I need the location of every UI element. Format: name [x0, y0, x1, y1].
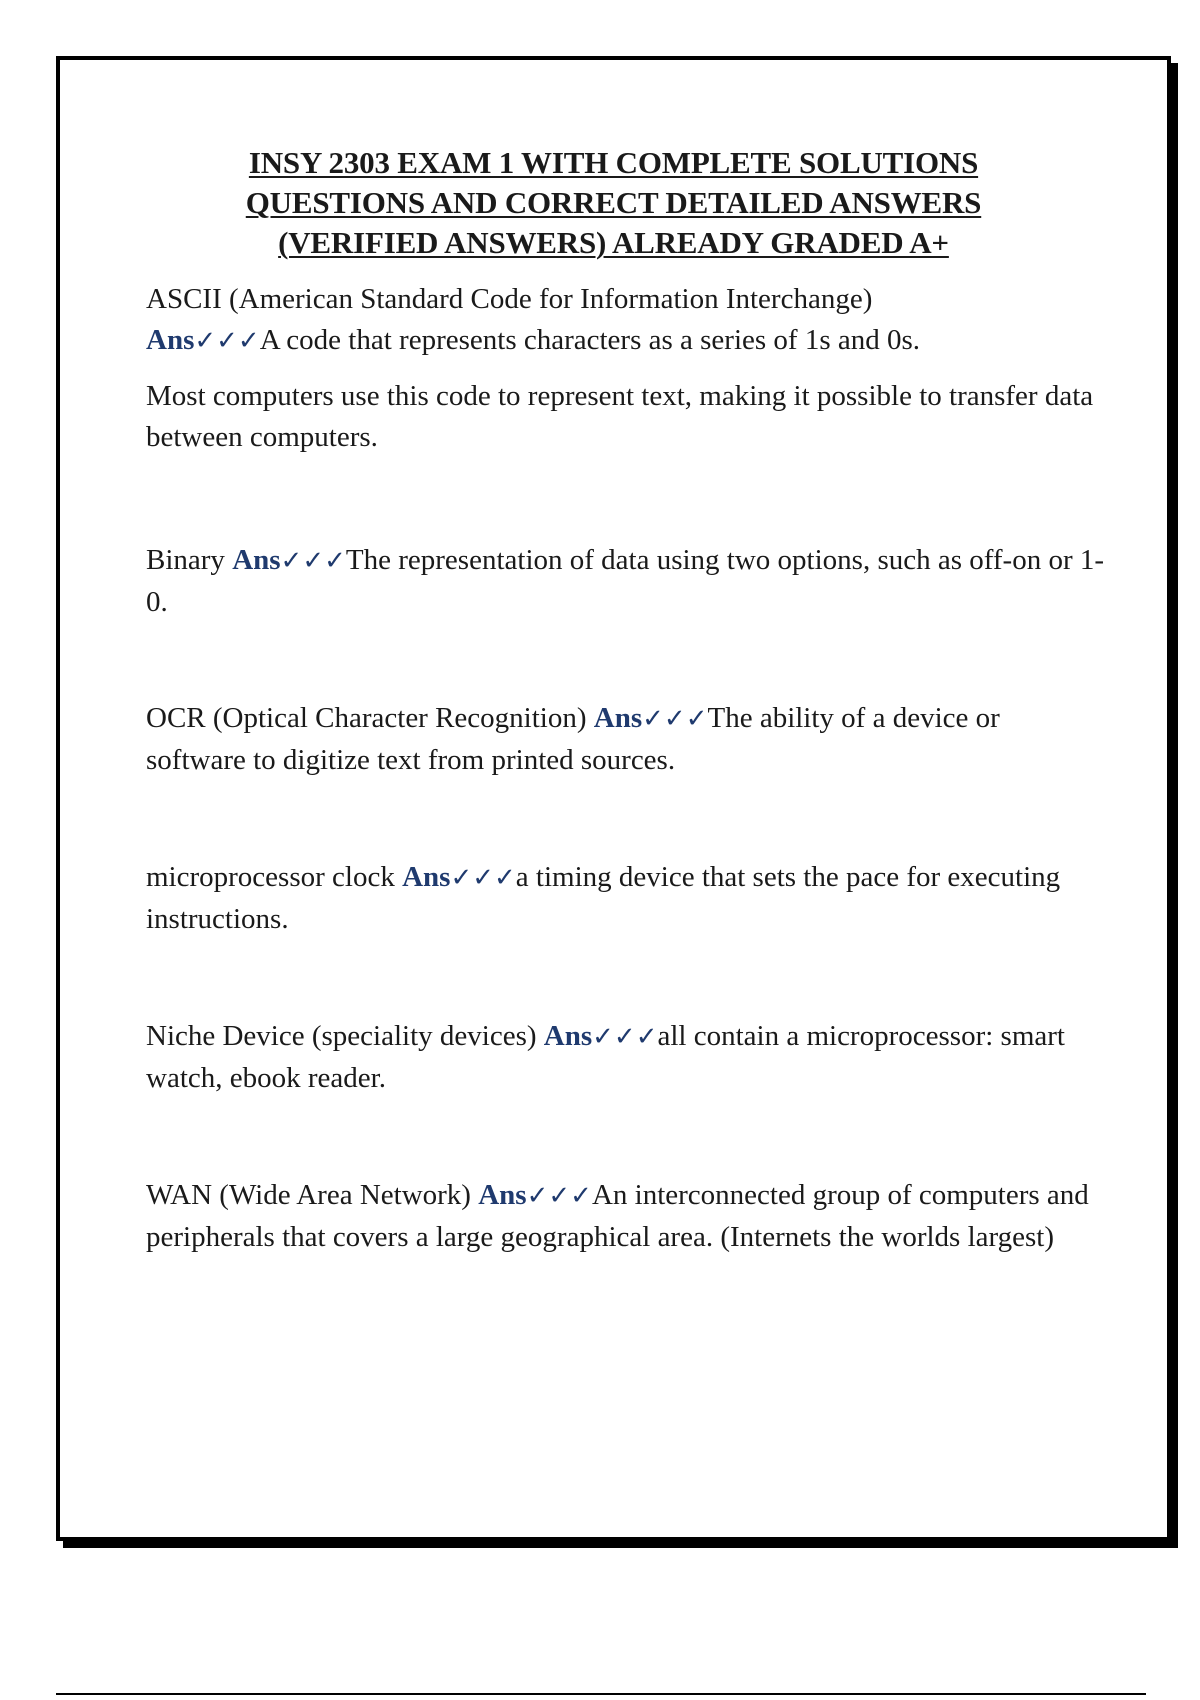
- entry-definition: An interconnected group of computers and peripherals that covers a large geographical area. (Internets the worlds largest): [146, 1179, 1089, 1253]
- entry-term: Niche Device (speciality devices): [146, 1020, 537, 1052]
- entry-first-paragraph: [146, 279, 1106, 362]
- answer-label: Ans: [543, 1020, 593, 1052]
- checkmark-icon: ✓✓✓: [642, 704, 708, 734]
- checkmark-icon: ✓✓✓: [280, 546, 346, 576]
- entry-term: Binary: [146, 544, 225, 576]
- entry-niche-device: [146, 1016, 1106, 1099]
- answer-label: Ans: [402, 861, 451, 893]
- title-line-3: (VERIFIED ANSWERS) ALREADY GRADED A+: [278, 225, 949, 260]
- entry-definition: A code that represents characters as a series of 1s and 0s.: [259, 324, 921, 356]
- entry-extra-paragraph: Most computers use this code to represent text, making it possible to transfer data between computers.: [146, 380, 1094, 453]
- checkmark-icon: ✓✓✓: [526, 1181, 592, 1211]
- entry-definition: all contain a microprocessor: smart watch, ebook reader.: [146, 1020, 1065, 1094]
- entry-binary: [146, 540, 1106, 623]
- entry-term: OCR (Optical Character Recognition): [146, 702, 587, 734]
- answer-label: Ans: [146, 324, 195, 356]
- checkmark-icon: ✓✓✓: [450, 863, 516, 893]
- answer-label: Ans: [593, 702, 643, 734]
- entry-term: WAN (Wide Area Network): [146, 1179, 471, 1211]
- document-title: [56, 143, 1171, 263]
- entry-definition: a timing device that sets the pace for executing instructions.: [146, 861, 1061, 935]
- entry-term: microprocessor clock: [146, 861, 395, 893]
- entry-definition: The ability of a device or software to digitize text from printed sources.: [146, 702, 1000, 776]
- entry-ocr: [146, 698, 1106, 781]
- answer-label: Ans: [478, 1179, 527, 1211]
- answer-label: Ans: [232, 544, 281, 576]
- title-line-1: INSY 2303 EXAM 1 WITH COMPLETE SOLUTIONS: [248, 145, 979, 180]
- footer-rule: [56, 1693, 1146, 1695]
- entry-term: ASCII (American Standard Code for Information Interchange): [146, 283, 873, 315]
- entry-microprocessor-clock: [146, 857, 1106, 940]
- checkmark-icon: ✓✓✓: [592, 1022, 658, 1052]
- entry-ascii: [146, 279, 1106, 458]
- entry-definition: The representation of data using two options, such as off-on or 1-0.: [146, 544, 1105, 618]
- checkmark-icon: ✓✓✓: [194, 326, 260, 356]
- title-line-2: QUESTIONS AND CORRECT DETAILED ANSWERS: [245, 185, 982, 220]
- entry-wan: [146, 1175, 1106, 1258]
